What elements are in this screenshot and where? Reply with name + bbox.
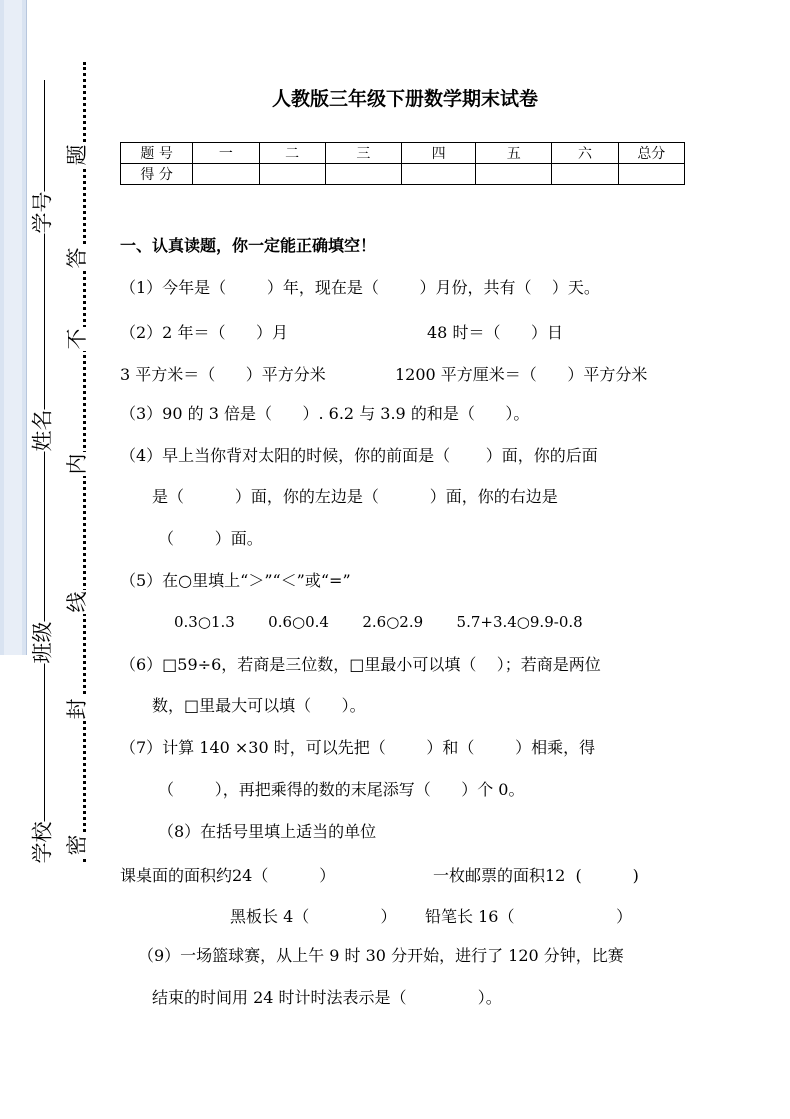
student-school-label: 学校 xyxy=(30,821,55,864)
question-1: （1）今年是（ ）年，现在是（ ）月份，共有（ ）天。 xyxy=(120,278,600,297)
score-table-score-row xyxy=(121,164,685,185)
score-table xyxy=(120,142,685,185)
question-5-items: 0.3○1.3 0.6○0.4 2.6○2.9 5.7+3.4○9.9-0.8 xyxy=(174,613,583,631)
score-header-cell: 三 xyxy=(325,143,401,164)
question-9-line-1: （9）一场篮球赛，从上午 9 时 30 分开始，进行了 120 分钟，比赛 xyxy=(138,946,624,965)
exam-title: 人教版三年级下册数学期末试卷 xyxy=(271,88,538,110)
score-input-cell[interactable] xyxy=(259,164,325,185)
question-2-part-c: 3 平方米＝（ ）平方分米 xyxy=(120,365,326,384)
question-4-line-2: 是（ ）面，你的左边是（ ）面，你的右边是 xyxy=(152,487,558,506)
question-8-item-pencil: 铅笔长 16（ ） xyxy=(425,907,633,926)
question-8-item-desk: 课桌面的面积约24（ ） xyxy=(120,866,336,885)
seal-char-xian: 线 xyxy=(65,591,89,613)
score-input-cell[interactable] xyxy=(618,164,684,185)
question-8-item-blackboard: 黑板长 4（ ） xyxy=(230,907,397,926)
seal-char-nei: 内 xyxy=(65,453,89,475)
seal-char-mi: 密 xyxy=(65,834,89,856)
score-header-cell: 总分 xyxy=(618,143,684,164)
score-header-cell: 四 xyxy=(401,143,475,164)
score-header-cell: 一 xyxy=(193,143,259,164)
question-8-item-stamp: 一枚邮票的面积12 ( ) xyxy=(433,866,639,885)
score-input-cell[interactable] xyxy=(325,164,401,185)
question-8-heading: （8）在括号里填上适当的单位 xyxy=(158,822,377,841)
question-7-line-1: （7）计算 140 ×30 时，可以先把（ ）和（ ）相乘，得 xyxy=(120,738,596,757)
question-2-part-a: （2）2 年＝（ ）月 xyxy=(120,323,288,342)
question-7-line-2: （ ），再把乘得的数的末尾添写（ ）个 0。 xyxy=(158,780,525,799)
student-number-label: 学号 xyxy=(30,191,55,234)
score-table-header-row xyxy=(121,143,685,164)
question-6-line-1: （6）□59÷6，若商是三位数，□里最小可以填（ ）；若商是两位 xyxy=(120,655,601,674)
seal-char-bu: 不 xyxy=(65,328,89,350)
question-9-line-2: 结束的时间用 24 时计时法表示是（ ）。 xyxy=(152,988,502,1007)
seal-char-feng: 封 xyxy=(65,698,89,720)
question-3: （3）90 的 3 倍是（ ）. 6.2 与 3.9 的和是（ ）。 xyxy=(120,404,530,423)
score-input-cell[interactable] xyxy=(476,164,552,185)
student-name-label: 姓名 xyxy=(30,409,55,452)
question-5: （5）在○里填上“＞”“＜”或“=” xyxy=(120,571,351,590)
question-6-line-2: 数，□里最大可以填（ ）。 xyxy=(152,696,366,715)
question-4-line-3: （ ）面。 xyxy=(158,529,263,548)
score-header-cell: 题 号 xyxy=(121,143,193,164)
question-2-part-d: 1200 平方厘米＝（ ）平方分米 xyxy=(395,365,648,384)
score-input-cell[interactable] xyxy=(401,164,475,185)
question-4-line-1: （4）早上当你背对太阳的时候，你的前面是（ ）面，你的后面 xyxy=(120,446,598,465)
seal-char-ti: 题 xyxy=(65,144,89,166)
section-heading: 一、认真读题，你一定能正确填空！ xyxy=(120,236,377,255)
score-header-cell: 二 xyxy=(259,143,325,164)
score-header-cell: 五 xyxy=(476,143,552,164)
student-class-label: 班级 xyxy=(30,621,55,664)
question-2-part-b: 48 时＝（ ）日 xyxy=(427,323,563,342)
score-header-cell: 六 xyxy=(552,143,618,164)
score-row-label: 得 分 xyxy=(121,164,193,185)
seal-char-da: 答 xyxy=(65,247,89,269)
score-input-cell[interactable] xyxy=(552,164,618,185)
score-input-cell[interactable] xyxy=(193,164,259,185)
